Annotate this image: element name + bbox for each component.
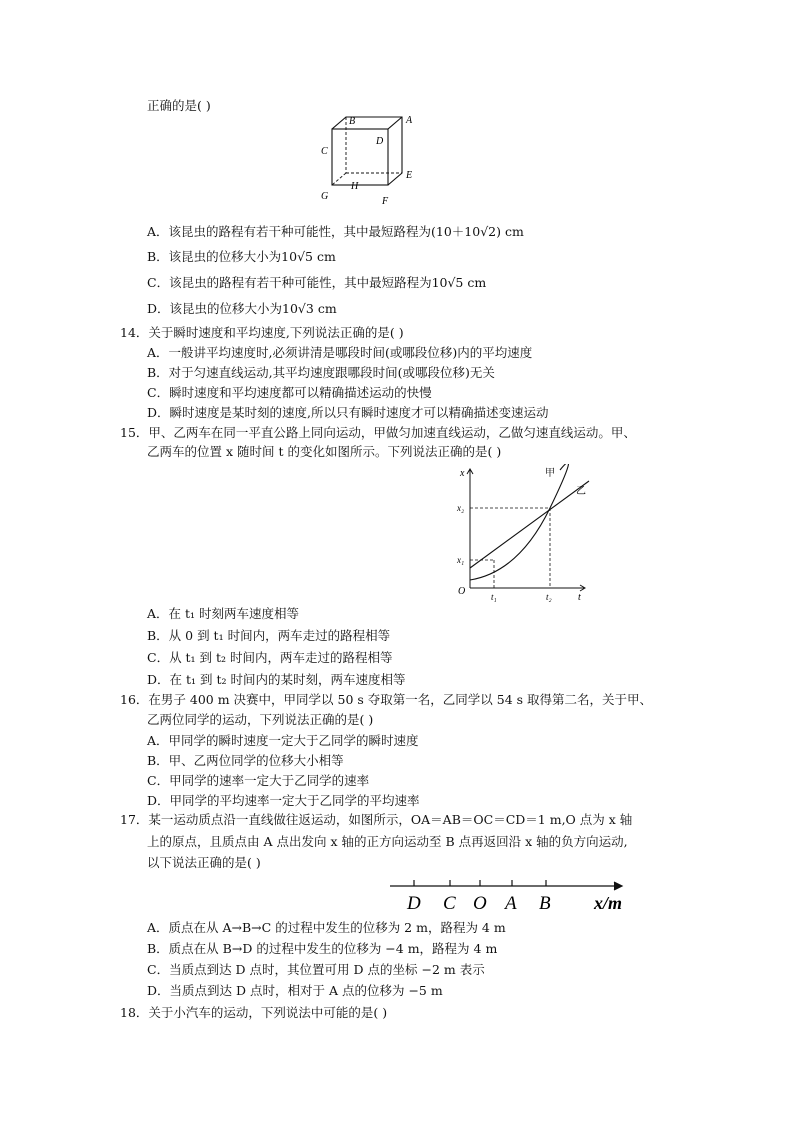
q17-option-c: C．当质点到达 D 点时，其位置可用 D 点的坐标 −2 m 表示 — [147, 962, 485, 977]
q14-option-a: A．一般讲平均速度时,必须讲清是哪段时间(或哪段位移)内的平均速度 — [147, 345, 533, 360]
cube-label-f: F — [382, 196, 389, 207]
q14-stem: 14．关于瞬时速度和平均速度,下列说法正确的是( ) — [120, 325, 404, 340]
graph-x1-label: x₁ — [457, 555, 465, 565]
graph-xaxis-label: t — [578, 592, 581, 602]
q15-stem-line1: 15．甲、乙两车在同一平直公路上同向运动，甲做匀加速直线运动，乙做匀速直线运动。甲、 — [120, 425, 636, 440]
cube-figure — [318, 112, 428, 222]
q15-option-b: B．从 0 到 t₁ 时间内，两车走过的路程相等 — [147, 628, 391, 643]
q16-option-d: D．甲同学的平均速率一定大于乙同学的平均速率 — [147, 793, 420, 808]
q17-option-a: A．质点在从 A→B→C 的过程中发生的位移为 2 m，路程为 4 m — [147, 920, 506, 935]
q13-option-b: B．该昆虫的位移大小为10√5 cm — [147, 249, 336, 264]
axis-unit-label: x/m — [594, 893, 623, 913]
graph-origin-label: O — [458, 586, 466, 597]
graph-jia-label: 甲 — [545, 468, 555, 479]
q15-stem-line2: 乙两车的位置 x 随时间 t 的变化如图所示。下列说法正确的是( ) — [147, 444, 502, 459]
cube-label-c: C — [321, 146, 328, 157]
cube-label-a: A — [406, 115, 413, 126]
q16-option-a: A．甲同学的瞬时速度一定大于乙同学的瞬时速度 — [147, 733, 419, 748]
q13-option-c: C．该昆虫的路程有若干种可能性，其中最短路程为10√5 cm — [147, 275, 487, 290]
graph-t1-label: t₁ — [491, 592, 497, 602]
cube-label-b: B — [349, 116, 356, 127]
q15-option-d: D．在 t₁ 到 t₂ 时间内的某时刻，两车速度相等 — [147, 672, 406, 687]
q13-option-a: A．该昆虫的路程有若干种可能性，其中最短路程为(10＋10√2) cm — [147, 224, 524, 239]
q17-stem-line3: 以下说法正确的是( ) — [147, 855, 261, 870]
q14-option-b: B．对于匀速直线运动,其平均速度跟哪段时间(或哪段位移)无关 — [147, 365, 495, 380]
axis-label-b: B — [539, 893, 551, 914]
cube-label-e: E — [406, 170, 413, 181]
axis-label-a: A — [505, 893, 517, 914]
q16-stem-line1: 16．在男子 400 m 决赛中，甲同学以 50 s 夺取第一名，乙同学以 54 s 取得第二名，关于甲、 — [120, 692, 653, 707]
graph-t2-label: t₂ — [546, 592, 552, 602]
q16-stem-line2: 乙两位同学的运动，下列说法正确的是( ) — [147, 712, 374, 727]
cube-label-h: H — [351, 181, 359, 192]
axis-label-c: C — [443, 893, 456, 914]
q17-option-d: D．当质点到达 D 点时，相对于 A 点的位移为 −5 m — [147, 983, 443, 998]
x-t-graph — [454, 464, 594, 602]
graph-yaxis-label: x — [460, 468, 465, 479]
q16-option-c: C．甲同学的速率一定大于乙同学的速率 — [147, 773, 370, 788]
q15-option-c: C．从 t₁ 到 t₂ 时间内，两车走过的路程相等 — [147, 650, 393, 665]
axis-label-o: O — [473, 893, 487, 914]
graph-x2-label: x₂ — [457, 503, 465, 513]
q14-option-c: C．瞬时速度和平均速度都可以精确描述运动的快慢 — [147, 385, 432, 400]
number-line-figure — [388, 876, 638, 918]
q16-option-b: B．甲、乙两位同学的位移大小相等 — [147, 753, 344, 768]
q13-stem-tail: 正确的是( ) — [147, 98, 211, 113]
cube-label-g: G — [321, 191, 329, 202]
cube-label-d: D — [376, 136, 384, 147]
q17-option-b: B．质点在从 B→D 的过程中发生的位移为 −4 m，路程为 4 m — [147, 941, 498, 956]
q17-stem-line1: 17．某一运动质点沿一直线做往返运动，如图所示，OA＝AB＝OC＝CD＝1 m,O 点为 x 轴 — [120, 812, 633, 827]
q14-option-d: D．瞬时速度是某时刻的速度,所以只有瞬时速度才可以精确描述变速运动 — [147, 405, 549, 420]
q15-option-a: A．在 t₁ 时刻两车速度相等 — [147, 606, 300, 621]
q13-option-d: D．该昆虫的位移大小为10√3 cm — [147, 301, 337, 316]
q17-stem-line2: 上的原点，且质点由 A 点出发向 x 轴的正方向运动至 B 点再返回沿 x 轴的负方向运动, — [147, 834, 628, 849]
axis-label-d: D — [407, 893, 421, 914]
graph-yi-label: 乙 — [576, 486, 586, 497]
q18-stem: 18．关于小汽车的运动，下列说法中可能的是( ) — [120, 1005, 388, 1020]
